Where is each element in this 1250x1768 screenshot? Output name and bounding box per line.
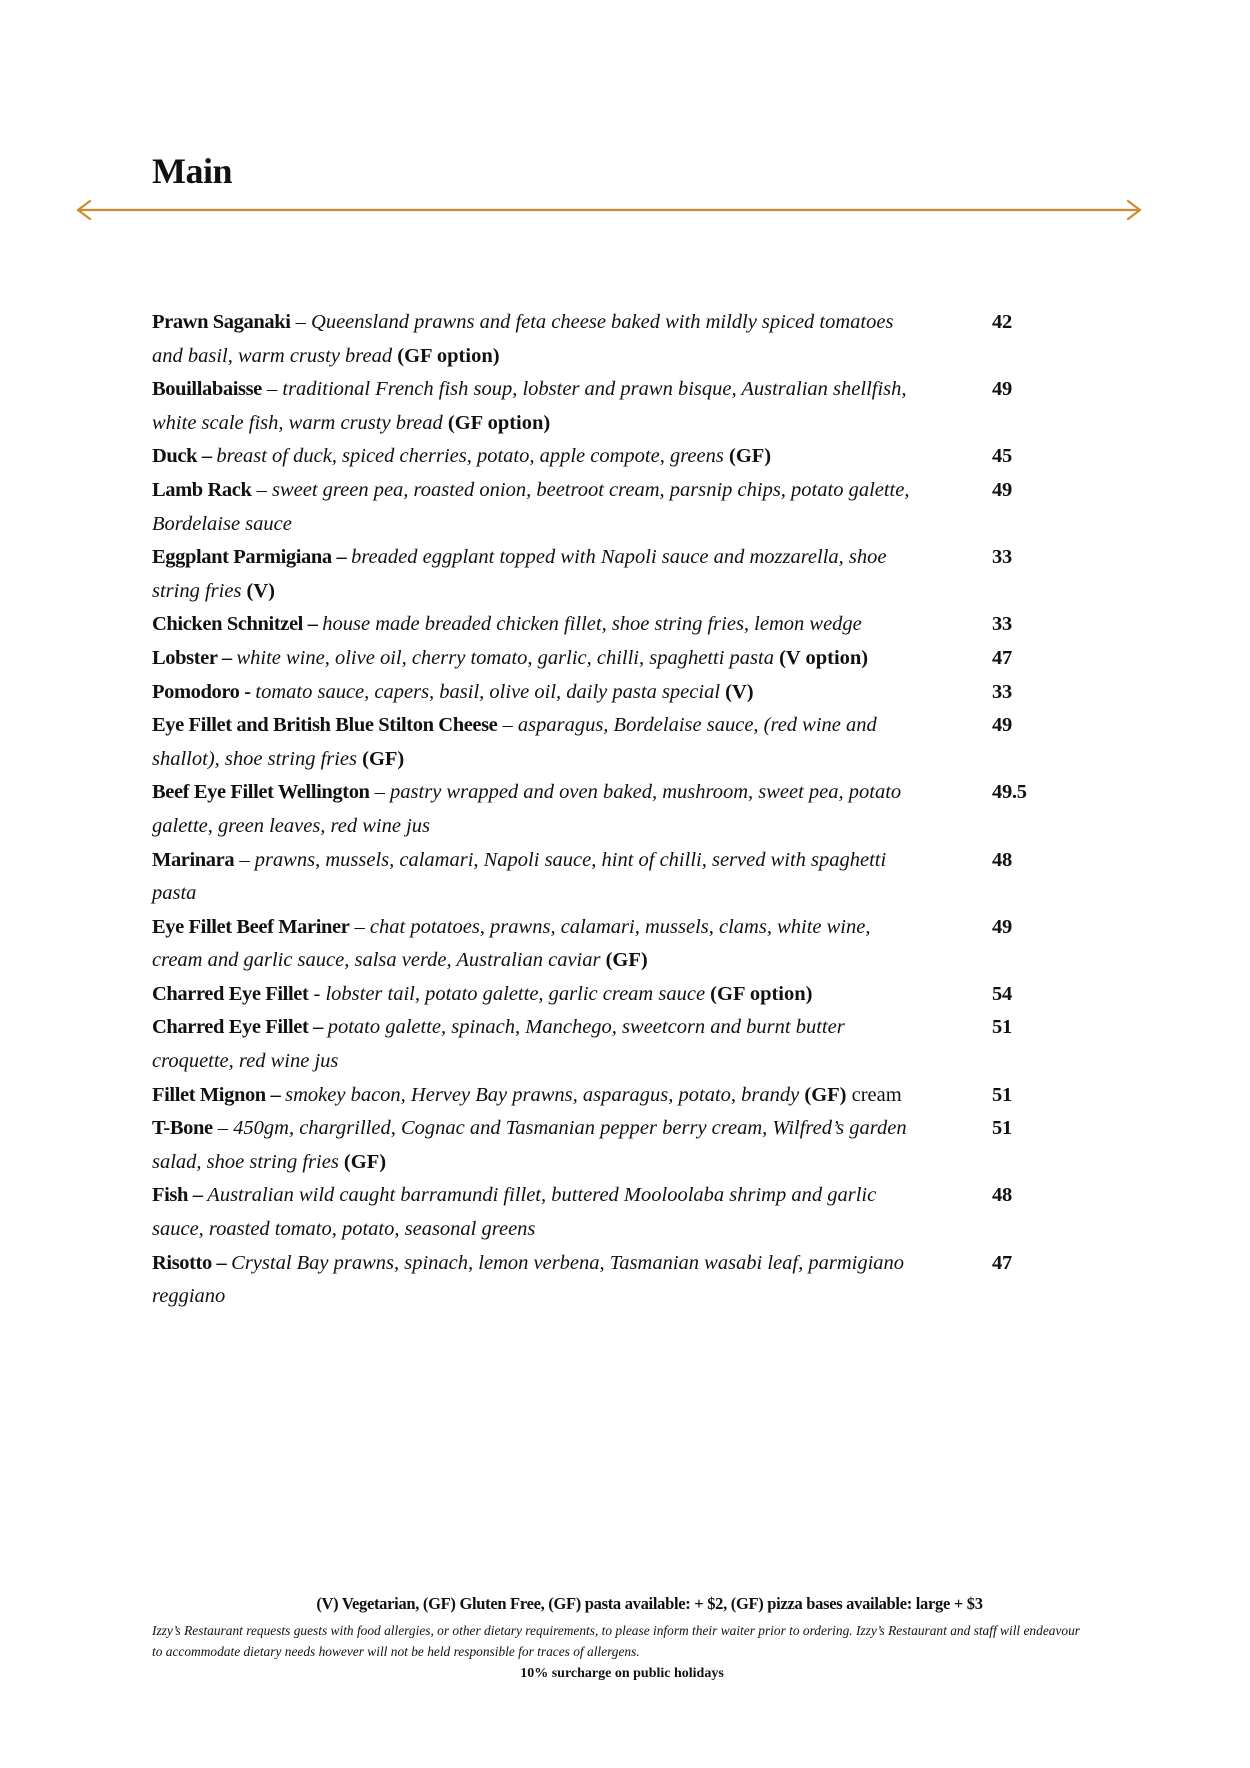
menu-item-dietary-tag: (GF) [357, 747, 405, 770]
menu-item [152, 776, 1032, 843]
menu-item-price: 49 [992, 915, 1012, 938]
menu-item-dietary-tag: (V option) [773, 646, 869, 669]
menu-item [152, 844, 1032, 911]
menu-item-name: Marinara [152, 848, 235, 871]
menu-item-extra: cream [846, 1083, 902, 1106]
allergy-notice: Izzy’s Restaurant requests guests with food allergies, or other dietary requirements, to please inform their waiter prior to ordering. Izzy’s Restaurant and staff will endeavour to accommodate dietary needs however will not be held responsible for traces of allergens. [152, 1623, 1081, 1659]
menu-item-dietary-tag: (GF option) [705, 982, 813, 1005]
menu-item-name: Pomodoro - [152, 680, 256, 703]
menu-item-separator: – [234, 848, 255, 871]
menu-item [152, 608, 1032, 642]
menu-item-description: chat potatoes, prawns, calamari, mussels, clams, white wine, cream and garlic sauce, salsa verde, Australian caviar [152, 915, 871, 972]
menu-item [152, 306, 1032, 373]
menu-item-price: 47 [992, 1251, 1012, 1274]
menu-item-description: Queensland prawns and feta cheese baked with mildly spiced tomatoes and basil, warm crusty bread [152, 311, 894, 367]
menu-item-separator: – [290, 311, 312, 333]
page-title: Main [152, 151, 233, 191]
menu-item-price: 49.5 [992, 781, 1027, 804]
menu-item-description: Australian wild caught barramundi fillet, buttered Mooloolaba shrimp and garlic sauce, roasted tomato, potato, seasonal greens [152, 1184, 877, 1241]
menu-item-description: breast of duck, spiced cherries, potato, apple compote, greens [216, 445, 724, 468]
menu-item-description: house made breaded chicken fillet, shoe string fries, lemon wedge [322, 613, 862, 636]
menu-item-name: Beef Eye Fillet Wellington [152, 781, 370, 804]
menu-item-name: Eye Fillet Beef Mariner [152, 915, 350, 938]
menu-item-separator: – [251, 478, 272, 501]
menu-item-price: 49 [992, 714, 1012, 737]
menu-item-description: white wine, olive oil, cherry tomato, garlic, chilli, spaghetti pasta [236, 646, 774, 669]
menu-item-name: Bouillabaisse [152, 378, 262, 401]
menu-item-name: Charred Eye Fillet [152, 982, 309, 1005]
menu-item-separator: – [349, 915, 370, 938]
menu-item [152, 1011, 1032, 1078]
section-divider-arrow [74, 197, 1144, 223]
menu-item-name: Fish – [152, 1184, 208, 1207]
menu-list [152, 306, 1032, 1314]
menu-item-description: smokey bacon, Hervey Bay prawns, asparagus, potato, brandy [285, 1083, 800, 1106]
menu-item-separator: – [497, 714, 518, 737]
menu-item-price: 47 [992, 646, 1012, 669]
menu-item-name: Charred Eye Fillet – [152, 1016, 328, 1039]
menu-item-description: prawns, mussels, calamari, Napoli sauce, hint of chilli, served with spaghetti pasta [152, 848, 887, 905]
menu-item [152, 709, 1032, 776]
menu-item-price: 48 [992, 848, 1012, 871]
menu-item-description: Crystal Bay prawns, spinach, lemon verbena, Tasmanian wasabi leaf, parmigiano reggiano [152, 1251, 905, 1308]
menu-item-name: Eggplant Parmigiana – [152, 546, 352, 569]
menu-item-name: Risotto – [152, 1251, 232, 1274]
menu-item-name: Chicken Schnitzel – [152, 613, 323, 636]
menu-item [152, 911, 1032, 978]
menu-item-dietary-tag: (GF) [600, 949, 648, 972]
menu-item-name: Fillet Mignon – [152, 1083, 286, 1106]
menu-item [152, 541, 1032, 608]
menu-item [152, 1247, 1032, 1314]
menu-item-name: T-Bone [152, 1117, 213, 1140]
menu-item-price: 33 [992, 613, 1012, 636]
menu-item-price: 51 [992, 1016, 1012, 1039]
menu-item-price: 33 [992, 680, 1012, 703]
menu-item-price: 45 [992, 445, 1012, 468]
menu-item-description: 450gm, chargrilled, Cognac and Tasmanian pepper berry cream, Wilfred’s garden salad, shoe string fries [152, 1117, 907, 1173]
menu-item-description: traditional French fish soup, lobster and prawn bisque, Australian shellfish, white scale fish, warm crusty bread [152, 378, 907, 434]
menu-item [152, 440, 1032, 474]
menu-item-description: tomato sauce, capers, basil, olive oil, daily pasta special [255, 680, 721, 703]
menu-item-price: 48 [992, 1184, 1012, 1207]
menu-item-dietary-tag: (GF) [338, 1150, 387, 1173]
menu-item-name: Lobster – [152, 646, 237, 669]
menu-item-description: lobster tail, potato galette, garlic cream sauce [325, 982, 706, 1005]
menu-item-price: 51 [992, 1083, 1012, 1106]
menu-item-description: breaded eggplant topped with Napoli sauce and mozzarella, shoe string fries [152, 546, 887, 602]
menu-item-dietary-tag: (GF option) [442, 411, 551, 434]
menu-item-name: Lamb Rack [152, 478, 252, 501]
dietary-legend: (V) Vegetarian, (GF) Gluten Free, (GF) pasta available: + $2, (GF) pizza bases available: large + $3 [316, 1594, 983, 1613]
menu-item-dietary-tag: (V) [241, 579, 276, 602]
menu-item-separator: – [212, 1117, 234, 1140]
menu-item [152, 1079, 1032, 1113]
menu-item-price: 33 [992, 546, 1012, 569]
menu-item-name: Prawn Saganaki [152, 311, 291, 333]
menu-item-description: potato galette, spinach, Manchego, sweetcorn and burnt butter croquette, red wine jus [152, 1016, 845, 1073]
menu-item [152, 642, 1032, 676]
menu-item-description: asparagus, Bordelaise sauce, (red wine and shallot), shoe string fries [152, 714, 877, 770]
menu-item-price: 42 [992, 311, 1012, 333]
menu-item [152, 373, 1032, 440]
menu-item-description: pastry wrapped and oven baked, mushroom, sweet pea, potato galette, green leaves, red wine jus [152, 781, 902, 837]
menu-item-description: sweet green pea, roasted onion, beetroot cream, parsnip chips, potato galette, Bordelaise sauce [152, 478, 910, 535]
menu-item-separator: – [261, 378, 283, 401]
menu-item-dietary-tag: (GF) [799, 1083, 847, 1106]
menu-item-dietary-tag: (GF option) [392, 344, 500, 367]
menu-item [152, 474, 1032, 541]
menu-item-dietary-tag: (V) [720, 680, 754, 703]
menu-item-price: 54 [992, 982, 1012, 1005]
menu-item-dietary-tag: (GF) [723, 445, 772, 468]
menu-item [152, 978, 1032, 1012]
menu-item-price: 49 [992, 478, 1012, 501]
menu-item-price: 51 [992, 1117, 1012, 1140]
menu-item [152, 676, 1032, 710]
menu-item [152, 1179, 1032, 1246]
menu-item-separator: - [308, 982, 326, 1005]
surcharge-notice: 10% surcharge on public holidays [520, 1666, 724, 1681]
menu-item-name: Duck – [152, 445, 217, 468]
menu-item [152, 1112, 1032, 1179]
menu-item-separator: – [369, 781, 391, 804]
footer [152, 1594, 1092, 1682]
menu-item-price: 49 [992, 378, 1012, 401]
menu-item-name: Eye Fillet and British Blue Stilton Cheese [152, 714, 498, 737]
